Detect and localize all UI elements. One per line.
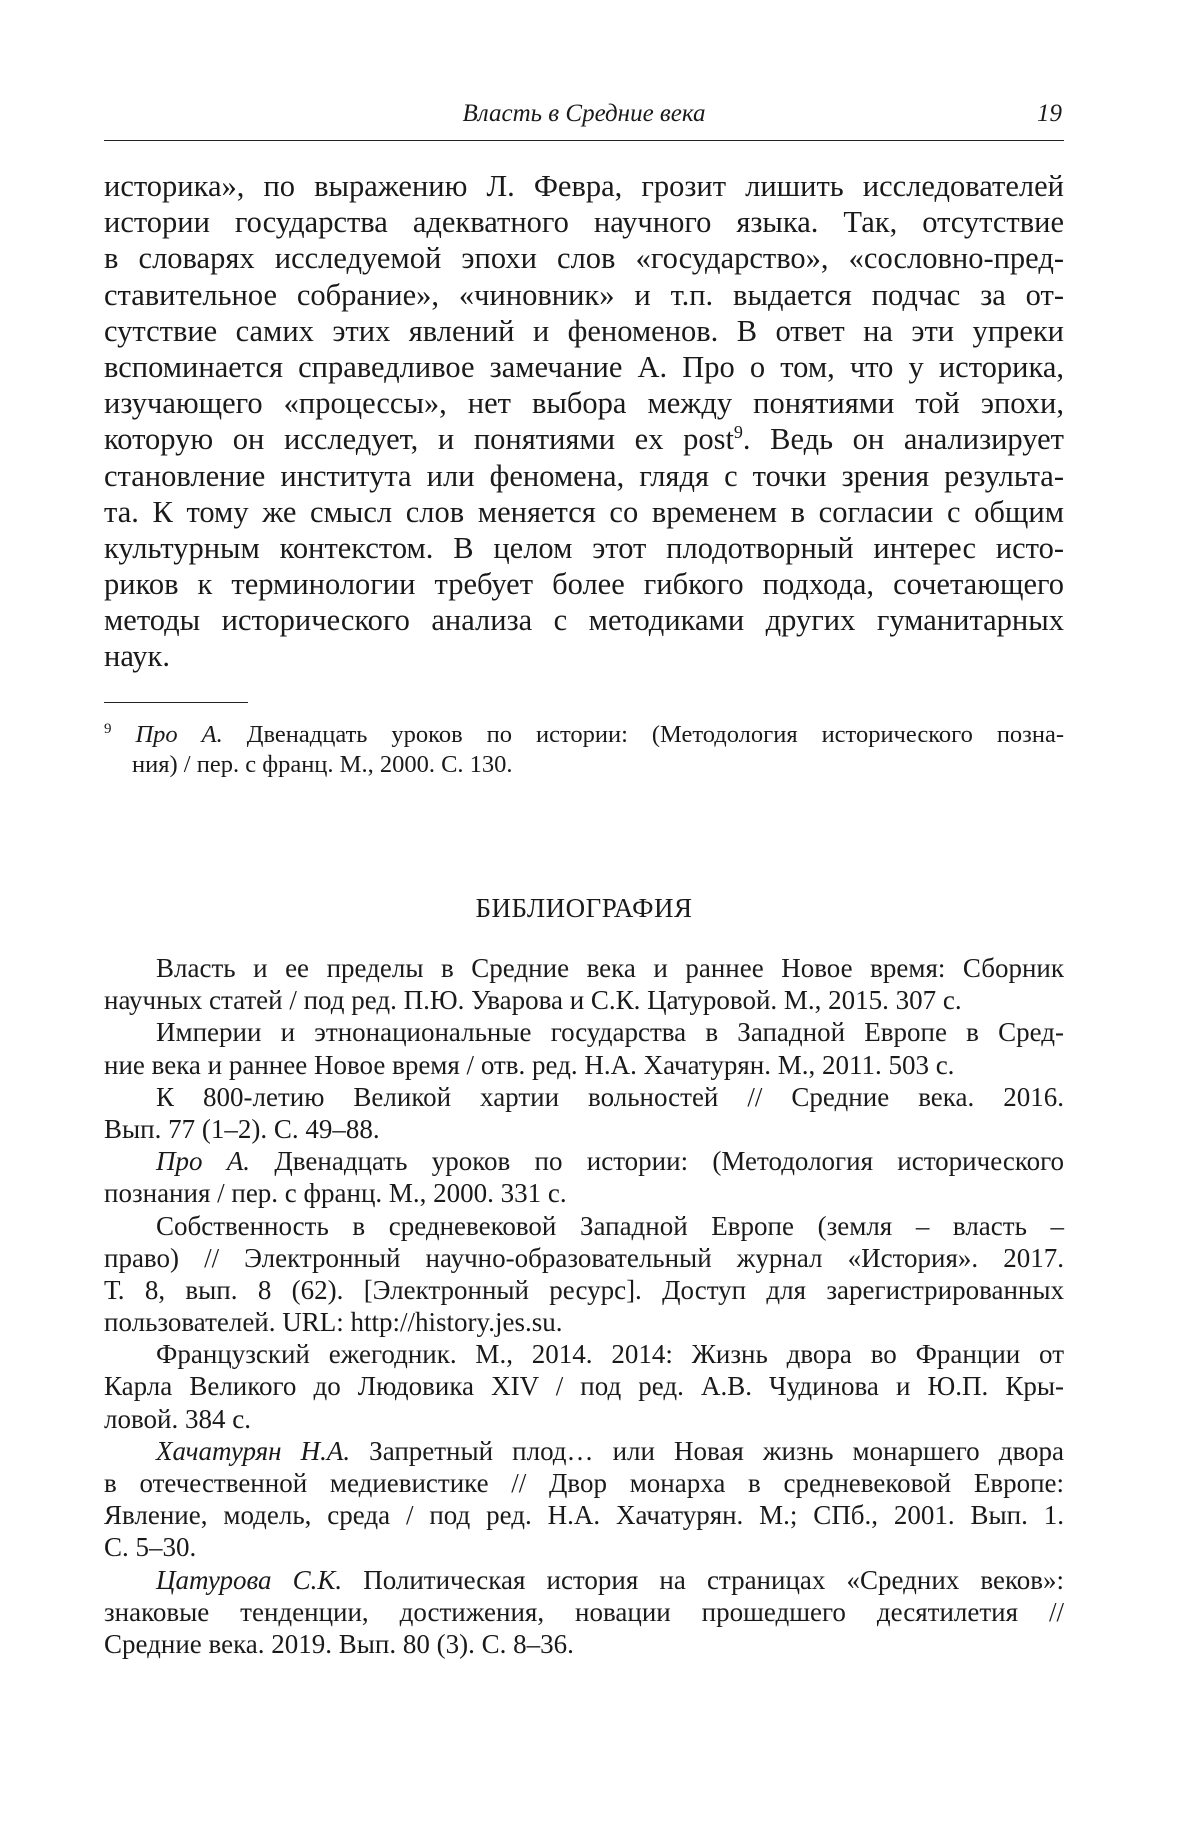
bibliography-line [104, 1370, 1064, 1402]
bibliography-heading: БИБЛИОГРАФИЯ [104, 893, 1064, 924]
bibliography-entry [104, 1145, 1064, 1209]
bibliography-text: Запретный плод… или Новая жизнь монаршего двора [369, 1436, 1064, 1466]
body-line: методы исторического анализа с методиками других гуманитарных [104, 602, 1064, 638]
bibliography-author: Цатурова С.К. [156, 1565, 342, 1595]
bibliography-line [104, 1177, 1064, 1209]
bibliography-line [104, 1113, 1064, 1145]
bibliography-text: Собственность в средневековой Западной Европе (земля – власть – [156, 1211, 1064, 1241]
bibliography-text: ловой. 384 с. [104, 1404, 251, 1434]
footnote-text: Двенадцать уроков по истории: (Методология исторического позна- [247, 721, 1064, 748]
page-number: 19 [1037, 100, 1062, 128]
bibliography-line [104, 1145, 1064, 1177]
body-line: в словарях исследуемой эпохи слов «государство», «сословно-пред- [104, 240, 1064, 276]
bibliography-author: Хачатурян Н.А. [156, 1436, 350, 1466]
body-line: историка», по выражению Л. Февра, грозит лишить исследователей [104, 168, 1064, 204]
bibliography-text: научных статей / под ред. П.Ю. Уварова и С.К. Цатуровой. М., 2015. 307 с. [104, 985, 962, 1015]
bibliography-text: пользователей. URL: http://history.jes.su. [104, 1307, 563, 1337]
bibliography-line [104, 984, 1064, 1016]
bibliography-text: познания / пер. с франц. М., 2000. 331 с. [104, 1178, 567, 1208]
bibliography-entry [104, 1016, 1064, 1080]
bibliography-text: Средние века. 2019. Вып. 80 (3). С. 8–36. [104, 1629, 574, 1659]
footnote-line: ния) / пер. с франц. М., 2000. С. 130. [104, 750, 1064, 780]
bibliography-line [104, 1210, 1064, 1242]
bibliography-line [104, 1467, 1064, 1499]
bibliography-entry [104, 1564, 1064, 1661]
bibliography-text: К 800-летию Великой хартии вольностей // Средние века. 2016. [156, 1082, 1064, 1112]
body-line: сутствие самих этих явлений и феноменов. В ответ на эти упреки [104, 313, 1064, 349]
bibliography-author: Про А. [156, 1146, 250, 1176]
bibliography-entry [104, 952, 1064, 1016]
bibliography-text: Власть и ее пределы в Средние века и раннее Новое время: Сборник [156, 953, 1064, 983]
bibliography-text: знаковые тенденции, достижения, новации прошедшего десятилетия // [104, 1597, 1064, 1627]
bibliography-text: Вып. 77 (1–2). С. 49–88. [104, 1114, 380, 1144]
bibliography-text: Явление, модель, среда / под ред. Н.А. Хачатурян. М.; СПб., 2001. Вып. 1. [104, 1500, 1064, 1530]
bibliography-line [104, 1338, 1064, 1370]
body-line: вспоминается справедливое замечание А. Про о том, что у историка, [104, 349, 1064, 385]
bibliography-line [104, 1564, 1064, 1596]
bibliography-text: ние века и раннее Новое время / отв. ред. Н.А. Хачатурян. М., 2011. 503 с. [104, 1050, 954, 1080]
body-line: риков к терминологии требует более гибкого подхода, сочетающего [104, 566, 1064, 602]
bibliography-line [104, 952, 1064, 984]
body-line-tail: . Ведь он анализирует [743, 422, 1064, 456]
bibliography-text: Политическая история на страницах «Средних веков»: [363, 1565, 1064, 1595]
bibliography-text: в отечественной медиевистике // Двор монарха в средневековой Европе: [104, 1468, 1064, 1498]
footnote [104, 720, 1064, 780]
running-title: Власть в Средние века [104, 100, 1064, 128]
body-line-text: которую он исследует, и понятиями ex post [104, 422, 734, 456]
running-header [104, 96, 1064, 141]
bibliography-entry [104, 1435, 1064, 1564]
footnote-author: Про А. [135, 721, 222, 748]
bibliography-text: Французский ежегодник. М., 2014. 2014: Жизнь двора во Франции от [156, 1339, 1064, 1369]
body-line: становление института или феномена, глядя с точки зрения результа- [104, 458, 1064, 494]
footnote-divider [104, 702, 248, 703]
bibliography-line [104, 1049, 1064, 1081]
body-line: ставительное собрание», «чиновник» и т.п. выдается подчас за от- [104, 277, 1064, 313]
bibliography-line [104, 1596, 1064, 1628]
footnote-number: 9 [104, 721, 112, 737]
bibliography-list [104, 952, 1064, 1660]
bibliography-line [104, 1531, 1064, 1563]
body-line: наук. [104, 638, 1064, 674]
bibliography-text: Двенадцать уроков по истории: (Методология исторического [274, 1146, 1064, 1176]
document-page [0, 0, 1200, 1842]
bibliography-line [104, 1306, 1064, 1338]
bibliography-entry [104, 1338, 1064, 1435]
bibliography-text: Карла Великого до Людовика XIV / под ред. А.В. Чудинова и Ю.П. Кры- [104, 1371, 1064, 1401]
body-line: культурным контекстом. В целом этот плодотворный интерес исто- [104, 530, 1064, 566]
bibliography-line [104, 1081, 1064, 1113]
body-line: изучающего «процессы», нет выбора между понятиями той эпохи, [104, 385, 1064, 421]
bibliography-text: право) // Электронный научно-образовательный журнал «История». 2017. [104, 1243, 1064, 1273]
footnote-line [104, 720, 1064, 750]
bibliography-text: С. 5–30. [104, 1532, 196, 1562]
bibliography-line [104, 1403, 1064, 1435]
bibliography-line [104, 1016, 1064, 1048]
body-line: та. К тому же смысл слов меняется со временем в согласии с общим [104, 494, 1064, 530]
bibliography-line [104, 1499, 1064, 1531]
bibliography-entry [104, 1210, 1064, 1339]
bibliography-text: Империи и этнонациональные государства в Западной Европе в Сред- [156, 1017, 1064, 1047]
body-paragraph [104, 168, 1064, 675]
bibliography-line [104, 1274, 1064, 1306]
body-line: истории государства адекватного научного языка. Так, отсутствие [104, 204, 1064, 240]
bibliography-line [104, 1628, 1064, 1660]
body-line-with-footnote-ref [104, 421, 1064, 457]
bibliography-entry [104, 1081, 1064, 1145]
footnote-reference: 9 [734, 422, 743, 442]
bibliography-text: Т. 8, вып. 8 (62). [Электронный ресурс]. Доступ для зарегистрированных [104, 1275, 1064, 1305]
bibliography-line [104, 1435, 1064, 1467]
bibliography-line [104, 1242, 1064, 1274]
